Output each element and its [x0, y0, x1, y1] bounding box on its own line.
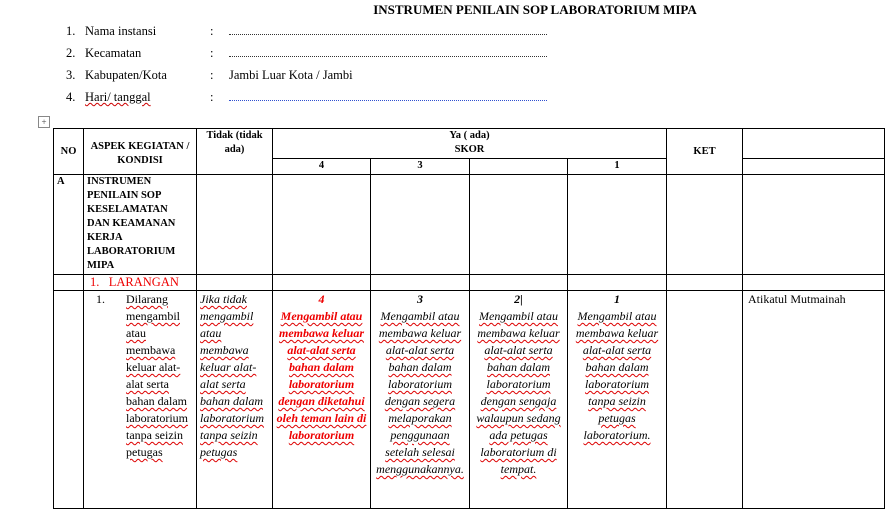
info-label: Kecamatan — [85, 46, 142, 60]
header-no: NO — [54, 129, 84, 175]
info-colon: : — [210, 68, 214, 82]
header-ket: KET — [667, 129, 743, 175]
item-score-3-label: 3 — [417, 292, 423, 306]
item-score-4-text: Mengambil atau membawa keluar alat-alat serta bahan dalam laboratorium dengan diketahui oleh teman lain di laboratorium — [276, 309, 367, 442]
move-icon[interactable]: + — [38, 116, 50, 128]
header-tidak: Tidak (tidak ada) — [197, 129, 273, 175]
info-number: 4. — [66, 90, 76, 104]
empty-cell — [743, 175, 885, 275]
item-score-2-label: 2| — [514, 292, 523, 306]
info-value[interactable]: Jambi Luar Kota / Jambi — [229, 68, 353, 82]
section-row — [54, 175, 885, 275]
empty-cell — [197, 275, 273, 291]
empty-cell — [273, 175, 371, 275]
empty-cell — [54, 275, 84, 291]
empty-cell — [568, 275, 667, 291]
score-2 — [470, 159, 568, 175]
header-ya: Ya ( ada) — [449, 130, 490, 141]
empty-cell — [667, 175, 743, 275]
empty-cell — [371, 275, 470, 291]
item-score-4-label: 4 — [318, 292, 325, 306]
section-no: A — [54, 175, 84, 275]
assessment-table — [53, 128, 885, 509]
empty-cell — [273, 275, 371, 291]
section-title: INSTRUMEN PENILAIN SOP KESELAMATAN DAN KEAMANAN KERJA LABORATORIUM MIPA — [84, 175, 197, 275]
item-score-3-text: Mengambil atau membawa keluar alat-alat serta bahan dalam laboratorium dengan segera melaporakan penggunaan setelah selesai menggunakannya. — [376, 309, 464, 476]
empty-cell — [470, 275, 568, 291]
info-number: 3. — [66, 68, 76, 82]
info-colon: : — [210, 90, 214, 104]
header-skor: SKOR — [454, 144, 485, 155]
item-score-3-cell — [371, 291, 470, 509]
header-ya-skor — [273, 129, 667, 159]
score-3: 3 — [371, 159, 470, 175]
info-label: Nama instansi — [85, 24, 157, 38]
item-extra: Atikatul Mutmainah — [743, 291, 885, 509]
empty-cell — [743, 275, 885, 291]
empty-cell — [667, 275, 743, 291]
info-value-blank[interactable] — [229, 46, 547, 61]
item-score-4-cell — [273, 291, 371, 509]
item-aspek: Dilarang mengambil atau membawa keluar alat-alat serta bahan dalam laboratorium tanpa seizin petugas — [126, 292, 188, 459]
item-tidak: Jika tidak mengambil atau membawa keluar alat-alat serta bahan dalam laboratorium tanpa seizin petugas — [200, 292, 265, 459]
item-score-1-text: Mengambil atau membawa keluar alat-alat serta bahan dalam laboratorium tanpa seizin petugas laboratorium. — [575, 309, 659, 442]
header-row — [54, 129, 885, 159]
header-extra — [743, 129, 885, 159]
empty-cell — [197, 175, 273, 275]
empty-cell — [470, 175, 568, 275]
item-aspek-cell — [84, 291, 197, 509]
item-score-1-label: 1 — [614, 292, 620, 306]
item-row — [54, 291, 885, 509]
item-ket[interactable] — [667, 291, 743, 509]
item-score-1-cell — [568, 291, 667, 509]
score-4: 4 — [273, 159, 371, 175]
subsection-title — [84, 275, 197, 291]
subsection-number: 1. — [90, 275, 100, 289]
info-colon: : — [210, 46, 214, 60]
info-label: Kabupaten/Kota — [85, 68, 167, 82]
info-number: 1. — [66, 24, 76, 38]
empty-cell — [371, 175, 470, 275]
info-value-blank[interactable] — [229, 90, 547, 105]
score-1: 1 — [568, 159, 667, 175]
info-label: Hari/ tanggal — [85, 90, 151, 104]
item-tidak-cell — [197, 291, 273, 509]
header-aspek: ASPEK KEGIATAN / KONDISI — [84, 129, 197, 175]
subsection-row — [54, 275, 885, 291]
info-number: 2. — [66, 46, 76, 60]
info-value-blank[interactable] — [229, 24, 547, 39]
info-colon: : — [210, 24, 214, 38]
empty-cell — [568, 175, 667, 275]
item-score-2-text: Mengambil atau membawa keluar alat-alat serta bahan dalam laboratorium dengan sengaja walaupun sedang ada petugas laboratorium di tempat. — [476, 309, 561, 476]
empty-cell — [54, 291, 84, 509]
item-score-2-cell — [470, 291, 568, 509]
score-extra — [743, 159, 885, 175]
document-title: INSTRUMEN PENILAIN SOP LABORATORIUM MIPA — [373, 2, 697, 17]
subsection-label: LARANGAN — [108, 275, 179, 289]
item-number: 1. — [96, 292, 105, 306]
